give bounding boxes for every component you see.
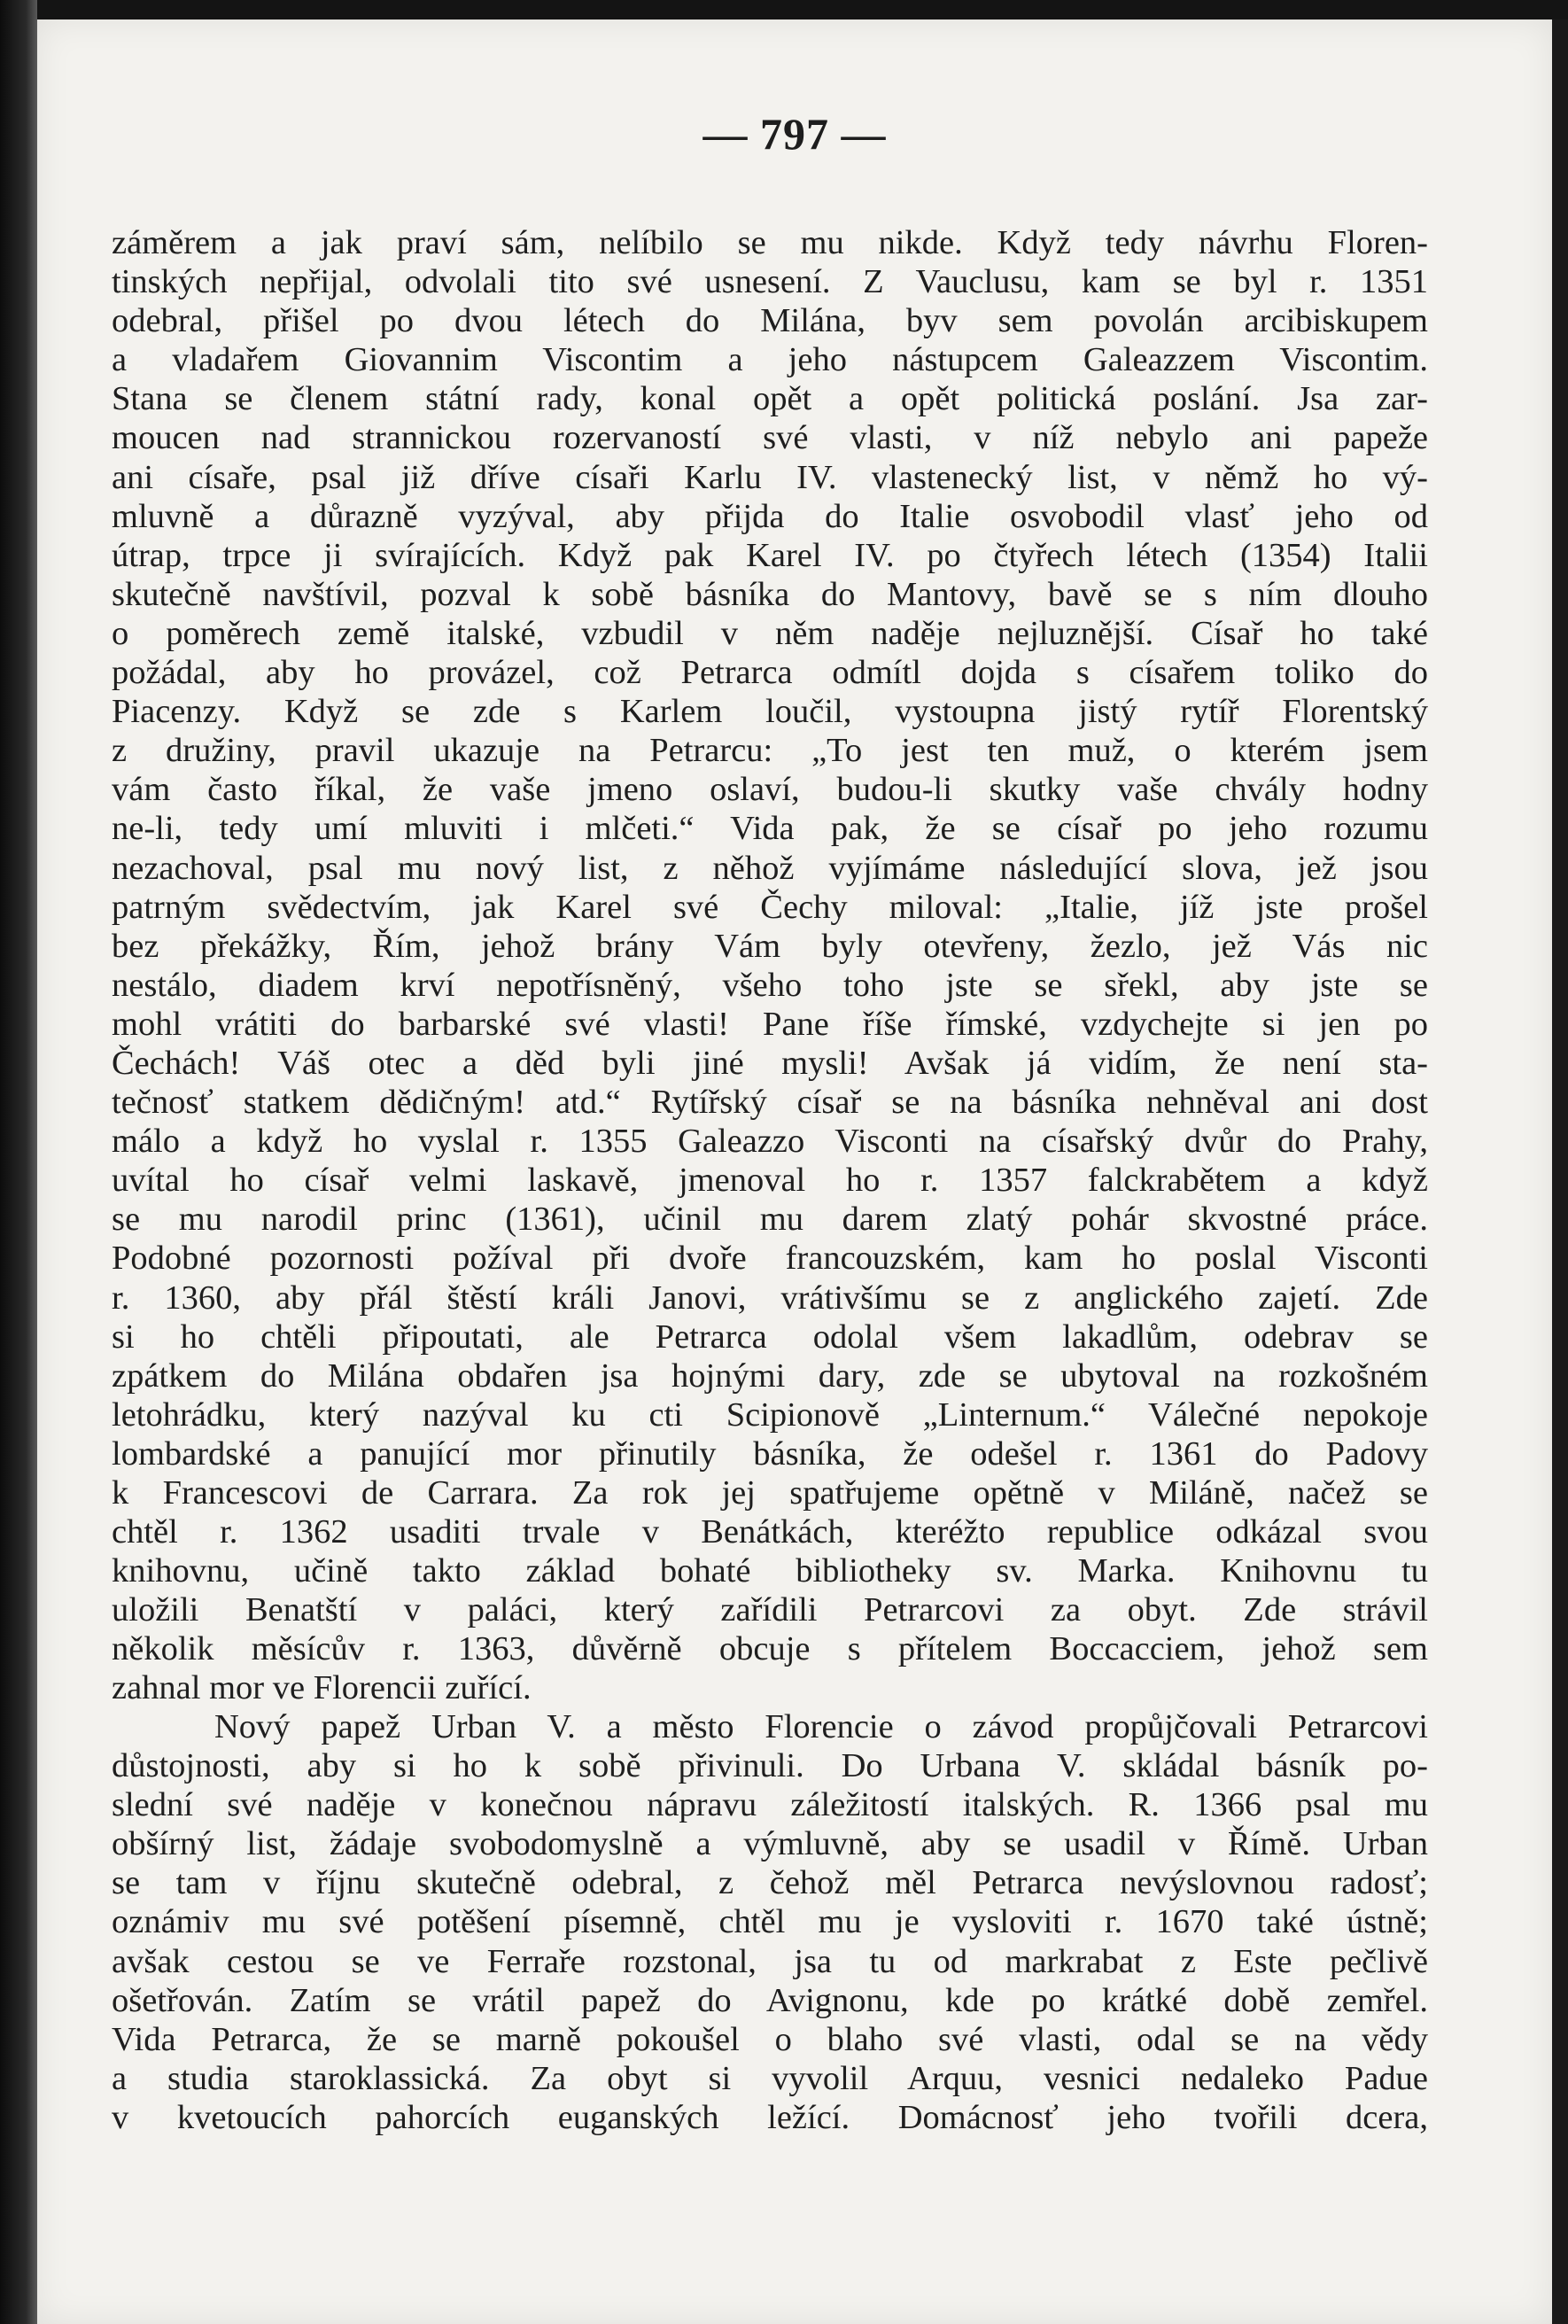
text-line: nezachoval, psal mu nový list, z něhož vyjímáme následující slova, jež jsou <box>112 849 1428 887</box>
text-line: záměrem a jak praví sám, nelíbilo se mu nikde. Když tedy návrhu Floren- <box>112 224 1428 261</box>
text-line: chtěl r. 1362 usaditi trvale v Benátkách, kteréžto republice odkázal svou <box>112 1513 1428 1551</box>
text-line: Nový papež Urban V. a město Florencie o závod propůjčovali Petrarcovi <box>214 1708 1428 1745</box>
page-number: — 797 — <box>702 109 887 159</box>
text-line: r. 1360, aby přál štěstí králi Janovi, vrátivšímu se z anglického zajetí. Zde <box>112 1279 1428 1317</box>
text-line: z družiny, pravil ukazuje na Petrarcu: „To jest ten muž, o kterém jsem <box>112 732 1428 770</box>
text-line: se mu narodil princ (1361), učinil mu darem zlatý pohár skvostné práce. <box>112 1201 1428 1239</box>
text-line: nestálo, diadem krví nepotřísněný, všeho toho jste se sřekl, aby jste se <box>112 966 1428 1004</box>
text-line: knihovnu, učině takto základ bohaté bibliotheky sv. Marka. Knihovnu tu <box>112 1552 1428 1590</box>
text-line: Vida Petrarca, že se marně pokoušel o blaho své vlasti, odal se na vědy <box>112 2020 1428 2058</box>
text-line: odebral, přišel po dvou létech do Milána, byv sem povolán arcibiskupem <box>112 302 1428 340</box>
text-line: Čechách! Váš otec a děd byli jiné mysli! Avšak já vidím, že není sta- <box>112 1044 1428 1082</box>
text-line: vám často říkal, že vaše jmeno oslaví, budou-li skutky vaše chvály hodny <box>112 771 1428 809</box>
text-line: tečnosť statkem dědičným! atd.“ Rytířský císař se na básníka nehněval ani dost <box>112 1084 1428 1122</box>
scan-left-border <box>0 0 37 2324</box>
text-line: tinských nepřijal, odvolali tito své usnesení. Z Vauclusu, kam se byl r. 1351 <box>112 263 1428 301</box>
text-line: požádal, aby ho provázel, což Petrarca odmítl dojda s císařem toliko do <box>112 654 1428 692</box>
text-line: útrap, trpce ji svírajících. Když pak Karel IV. po čtyřech létech (1354) Italii <box>112 536 1428 574</box>
text-line: a vladařem Giovannim Viscontim a jeho nástupcem Galeazzem Viscontim. <box>112 341 1428 379</box>
text-line: oznámiv mu své potěšení písemně, chtěl mu je vysloviti r. 1670 také ústně; <box>112 1903 1428 1941</box>
book-page <box>37 19 1552 2324</box>
text-line: uvítal ho císař velmi laskavě, jmenoval ho r. 1357 falckrabětem a když <box>112 1162 1428 1200</box>
text-line: málo a když ho vyslal r. 1355 Galeazzo Visconti na císařský dvůr do Prahy, <box>112 1123 1428 1161</box>
text-line: si ho chtěli připoutati, ale Petrarca odolal všem lakadlům, odebrav se <box>112 1317 1428 1356</box>
text-line: skutečně navštívil, pozval k sobě básníka do Mantovy, bavě se s ním dlouho <box>112 575 1428 613</box>
text-line: a studia staroklassická. Za obyt si vyvolil Arquu, vesnici nedaleko Padue <box>112 2059 1428 2097</box>
text-line: bez překážky, Řím, jehož brány Vám byly otevřeny, žezlo, jež Vás nic <box>112 927 1428 965</box>
text-line: patrným svědectvím, jak Karel své Čechy miloval: „Italie, jíž jste prošel <box>112 888 1428 926</box>
text-line: letohrádku, který nazýval ku cti Scipionově „Linternum.“ Válečné nepokoje <box>112 1395 1428 1434</box>
text-line: moucen nad strannickou rozervaností své vlasti, v níž nebylo ani papeže <box>112 419 1428 457</box>
text-line: v kvetoucích pahorcích euganských ležící. Domácnosť jeho tvořili dcera, <box>112 2098 1428 2136</box>
text-line: se tam v říjnu skutečně odebral, z čehož měl Petrarca nevýslovnou radosť; <box>112 1864 1428 1902</box>
text-line: Podobné pozornosti požíval při dvoře francouzském, kam ho poslal Visconti <box>112 1240 1428 1278</box>
text-line: o poměrech země italské, vzbudil v něm naděje nejluznější. Císař ho také <box>112 614 1428 652</box>
text-line: k Francescovi de Carrara. Za rok jej spatřujeme opětně v Miláně, načež se <box>112 1474 1428 1512</box>
text-line: ne-li, tedy umí mluviti i mlčeti.“ Vida pak, že se císař po jeho rozumu <box>112 810 1428 848</box>
scan-top-border <box>0 0 1568 19</box>
text-line: obšírný list, žádaje svobodomyslně a výmluvně, aby se usadil v Římě. Urban <box>112 1825 1428 1863</box>
text-line: Piacenzy. Když se zde s Karlem loučil, vystoupna jistý rytíř Florentský <box>112 693 1428 731</box>
text-line: zahnal mor ve Florencii zuřící. <box>112 1669 532 1707</box>
text-line: uložili Benatští v paláci, který zařídili Petrarcovi za obyt. Zde strávil <box>112 1591 1428 1629</box>
paragraph-2 <box>112 1707 1428 2137</box>
text-line: mluvně a důrazně vyzýval, aby přijda do Italie osvobodil vlasť jeho od <box>112 497 1428 535</box>
text-line: mohl vrátiti do barbarské své vlasti! Pane říše římské, vzdychejte si jen po <box>112 1005 1428 1043</box>
text-line: několik měsícův r. 1363, důvěrně obcuje s přítelem Boccacciem, jehož sem <box>112 1630 1428 1668</box>
paragraph-1 <box>112 223 1428 1708</box>
text-line: slední své naděje v konečnou nápravu záležitostí italských. R. 1366 psal mu <box>112 1786 1428 1824</box>
text-line: zpátkem do Milána obdařen jsa hojnými dary, zde se ubytoval na rozkošném <box>112 1356 1428 1395</box>
text-line: ošetřován. Zatím se vrátil papež do Avignonu, kde po krátké době zemřel. <box>112 1981 1428 2019</box>
text-line: avšak cestou se ve Ferraře rozstonal, jsa tu od markrabat z Este pečlivě <box>112 1942 1428 1980</box>
text-line: lombardské a panující mor přinutily básníka, že odešel r. 1361 do Padovy <box>112 1434 1428 1473</box>
text-line: důstojnosti, aby si ho k sobě přivinuli. Do Urbana V. skládal básník po- <box>112 1747 1428 1785</box>
text-line: Stana se členem státní rady, konal opět a opět politická poslání. Jsa zar- <box>112 380 1428 418</box>
text-line: ani císaře, psal již dříve císaři Karlu IV. vlastenecký list, v němž ho vý- <box>112 458 1428 496</box>
